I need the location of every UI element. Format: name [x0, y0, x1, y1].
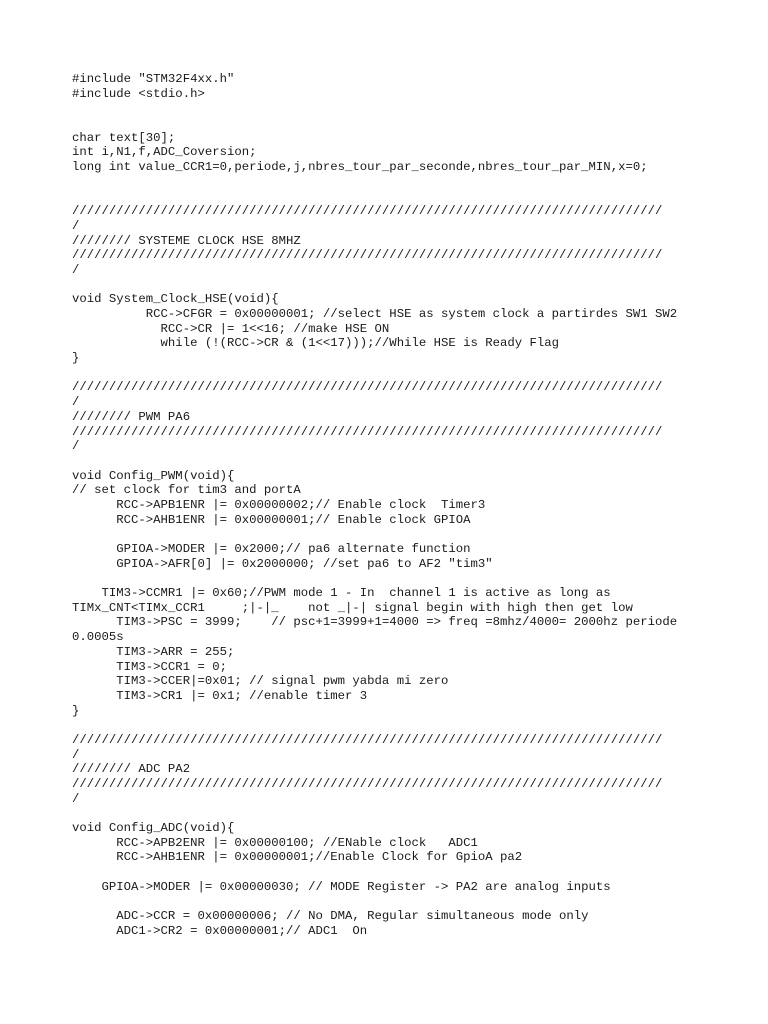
code-line: ADC->CCR = 0x00000006; // No DMA, Regular simultaneous mode only: [72, 909, 589, 924]
code-line: // set clock for tim3 and portA: [72, 483, 301, 498]
code-line: /: [72, 439, 80, 454]
code-line: [72, 101, 712, 116]
code-line: //////// ADC PA2: [72, 762, 191, 777]
code-line: TIMx_CNT<TIMx_CCR1 ;|-|_ not _|-| signal begin with high then get low: [72, 600, 633, 615]
code-line: void Config_PWM(void){: [72, 468, 235, 483]
code-line: [72, 865, 712, 880]
code-line: //////// SYSTEME CLOCK HSE 8MHZ: [72, 233, 301, 248]
code-line: }: [72, 703, 80, 718]
code-line: [72, 895, 712, 910]
code-line: #include <stdio.h>: [72, 86, 205, 101]
code-line: ////////////////////////////////////////////////////////////////////////////////: [72, 204, 663, 219]
code-line: }: [72, 351, 80, 366]
code-line: void System_Clock_HSE(void){: [72, 292, 279, 307]
code-line: [72, 527, 712, 542]
code-listing: [72, 72, 712, 939]
code-line: //////// PWM PA6: [72, 409, 191, 424]
code-line: ////////////////////////////////////////////////////////////////////////////////: [72, 248, 663, 263]
code-line: [72, 454, 712, 469]
code-line: ////////////////////////////////////////////////////////////////////////////////: [72, 732, 663, 747]
code-line: TIM3->PSC = 3999; // psc+1=3999+1=4000 => freq =8mhz/4000= 2000hz periode: [72, 615, 678, 630]
code-line: /: [72, 747, 80, 762]
code-line: RCC->CFGR = 0x00000001; //select HSE as system clock a partirdes SW1 SW2: [72, 307, 678, 321]
code-line: int i,N1,f,ADC_Coversion;: [72, 145, 257, 160]
code-line: /: [72, 262, 80, 277]
code-line: [72, 366, 712, 381]
code-line: 0.0005s: [72, 630, 124, 645]
code-line: RCC->AHB1ENR |= 0x00000001;// Enable clock GPIOA: [72, 512, 471, 527]
code-line: /: [72, 218, 80, 233]
code-line: [72, 190, 712, 205]
code-line: [72, 806, 712, 821]
code-line: /: [72, 395, 80, 410]
code-line: ////////////////////////////////////////////////////////////////////////////////: [72, 777, 663, 791]
code-line: ADC1->CR2 = 0x00000001;// ADC1 On: [72, 923, 368, 938]
code-line: [72, 718, 712, 733]
code-line: #include "STM32F4xx.h": [72, 72, 235, 86]
code-line: TIM3->ARR = 255;: [72, 644, 235, 659]
code-line: /: [72, 791, 80, 806]
code-line: TIM3->CR1 |= 0x1; //enable timer 3: [72, 688, 368, 703]
code-line: ////////////////////////////////////////////////////////////////////////////////: [72, 380, 663, 395]
code-line: long int value_CCR1=0,periode,j,nbres_tour_par_seconde,nbres_tour_par_MIN,x=0;: [72, 160, 648, 175]
code-line: TIM3->CCR1 = 0;: [72, 659, 227, 674]
code-line: [72, 175, 712, 190]
code-line: TIM3->CCMR1 |= 0x60;//PWM mode 1 - In channel 1 is active as long as: [72, 586, 611, 601]
code-line: ////////////////////////////////////////////////////////////////////////////////: [72, 424, 663, 439]
code-line: [72, 116, 712, 131]
code-line: while (!(RCC->CR & (1<<17)));//While HSE is Ready Flag: [72, 336, 560, 351]
code-line: [72, 278, 712, 293]
code-line: TIM3->CCER|=0x01; // signal pwm yabda mi zero: [72, 674, 449, 689]
code-line: RCC->APB2ENR |= 0x00000100; //ENable clock ADC1: [72, 835, 478, 850]
code-line: RCC->AHB1ENR |= 0x00000001;//Enable Clock for GpioA pa2: [72, 850, 523, 865]
code-line: void Config_ADC(void){: [72, 821, 235, 836]
code-line: RCC->CR |= 1<<16; //make HSE ON: [72, 321, 390, 336]
code-line: [72, 571, 712, 586]
code-line: RCC->APB1ENR |= 0x00000002;// Enable clock Timer3: [72, 497, 486, 512]
code-line: GPIOA->AFR[0] |= 0x2000000; //set pa6 to AF2 "tim3": [72, 556, 493, 571]
code-line: GPIOA->MODER |= 0x2000;// pa6 alternate function: [72, 542, 471, 556]
code-line: char text[30];: [72, 130, 176, 145]
code-line: GPIOA->MODER |= 0x00000030; // MODE Register -> PA2 are analog inputs: [72, 879, 611, 894]
